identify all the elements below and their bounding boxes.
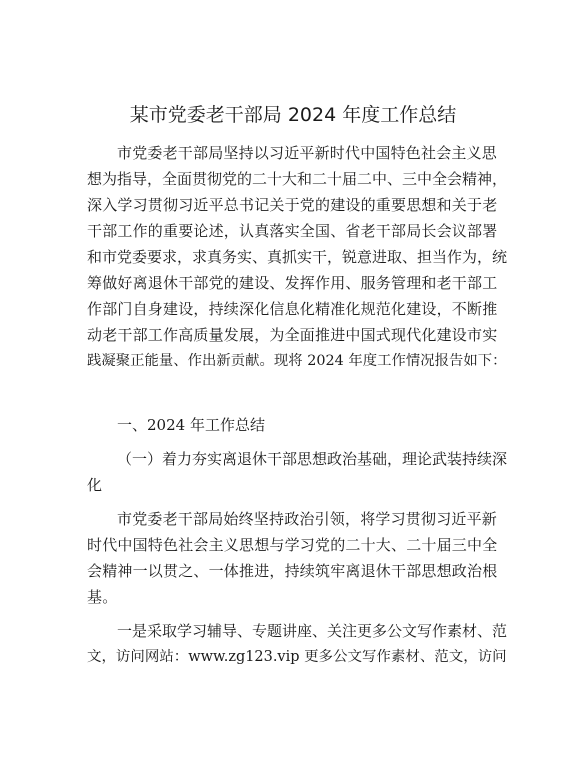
paragraph-line: 基。 [87, 588, 118, 606]
paragraph-line: 和市党委要求，求真务实、真抓实干，锐意进取、担当作为，统 [87, 248, 508, 266]
paragraph-line: 践凝聚正能量、作出新贡献。现将 2024 年度工作情况报告如下： [87, 353, 507, 369]
section-heading: 一、2024 年工作总结 [117, 416, 265, 434]
paragraph-line: 干部工作的重要论述，认真落实全国、省老干部局长会议部署 [87, 222, 498, 240]
intro-paragraph [87, 140, 507, 374]
paragraph-line: 想为指导，全面贯彻党的二十大和二十届二中、三中全会精神， [87, 170, 508, 188]
paragraph-line: 化 [87, 476, 103, 494]
body-paragraph [87, 506, 507, 610]
body-paragraph [87, 618, 507, 670]
paragraph-line: 作部门自身建设，持续深化信息化精准化规范化建设，不断推 [87, 300, 498, 318]
paragraph-line: 时代中国特色社会主义思想与学习党的二十大、二十届三中全 [87, 536, 498, 554]
subsection-heading [87, 446, 507, 498]
paragraph-line: 市党委老干部局始终坚持政治引领，将学习贯彻习近平新 [117, 510, 498, 528]
paragraph-line: 市党委老干部局坚持以习近平新时代中国特色社会主义思 [117, 144, 498, 162]
paragraph-line: 会精神一以贯之、一体推进，持续筑牢离退休干部思想政治根 [87, 562, 498, 580]
document-title: 某市党委老干部局 2024 年度工作总结 [129, 104, 457, 126]
paragraph-line: 动老干部工作高质量发展，为全面推进中国式现代化建设市实 [87, 326, 498, 344]
paragraph-line: 文，访问网站：www.zg123.vip 更多公文写作素材、范文，访问 [87, 649, 507, 665]
paragraph-line: 深入学习贯彻习近平总书记关于党的建设的重要思想和关于老 [87, 196, 498, 214]
paragraph-line: （一）着力夯实离退休干部思想政治基础，理论武装持续深 [117, 450, 508, 468]
paragraph-line: 一是采取学习辅导、专题讲座、关注更多公文写作素材、范 [117, 622, 508, 640]
paragraph-line: 筹做好离退休干部党的建设、发挥作用、服务管理和老干部工 [87, 274, 498, 292]
